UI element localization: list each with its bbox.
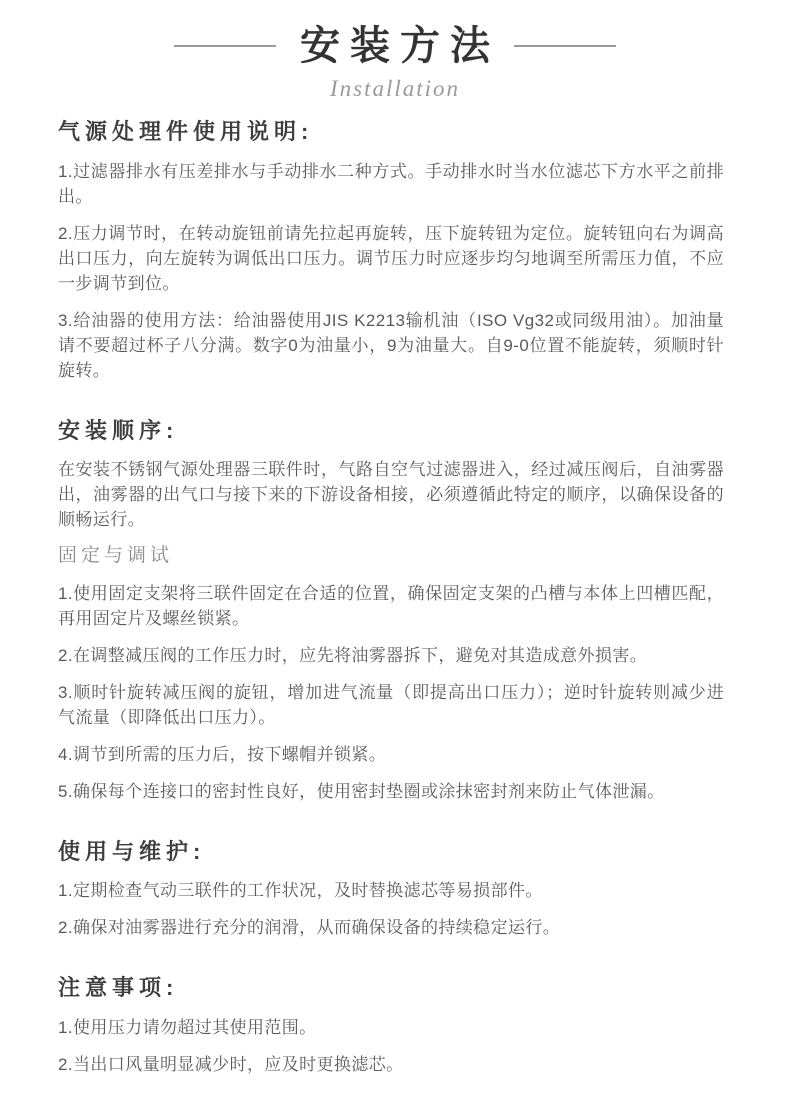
title-left-rule xyxy=(174,45,276,47)
page-title: 安装方法 xyxy=(300,24,500,68)
section-heading: 气源处理件使用说明: xyxy=(58,119,314,144)
instruction-item: 2.压力调节时，在转动旋钮前请先拉起再旋转，压下旋转钮为定位。旋转钮向右为调高出口压力，向左旋转为调低出口压力。调节压力时应逐步均匀地调至所需压力值，不应一步调节到位。 xyxy=(58,223,724,293)
section-use-maintenance xyxy=(58,838,724,941)
section-intro: 在安装不锈钢气源处理器三联件时，气路自空气过滤器进入，经过减压阀后，自油雾器出，油雾器的出气口与接下来的下游设备相接，必须遵循此特定的顺序，以确保设备的顺畅运行。 xyxy=(58,460,724,530)
instruction-item: 1.定期检查气动三联件的工作状况，及时替换滤芯等易损部件。 xyxy=(58,881,543,901)
section-heading: 注意事项: xyxy=(58,975,179,1001)
instruction-item: 5.确保每个连接口的密封性良好，使用密封垫圈或涂抹密封剂来防止气体泄漏。 xyxy=(58,781,665,801)
instruction-item: 4.调节到所需的压力后，按下螺帽并锁紧。 xyxy=(58,744,387,764)
section-subheading: 固定与调试 xyxy=(58,545,174,567)
content xyxy=(0,118,790,1107)
page-subtitle: Installation xyxy=(329,76,461,101)
section-heading: 安装顺序: xyxy=(58,417,179,443)
section-heading: 使用与维护: xyxy=(58,838,206,864)
instruction-item: 3.给油器的使用方法：给油器使用JIS K2213输机油（ISO Vg32或同级用油）。加油量请不要超过杯子八分满。数字0为油量小，9为油量大。自9-0位置不能旋转，须顺时针旋转。 xyxy=(58,310,724,380)
section-precautions xyxy=(58,974,724,1077)
instruction-item: 3.顺时针旋转减压阀的旋钮，增加进气流量（即提高出口压力）；逆时针旋转则减少进气流量（即降低出口压力）。 xyxy=(58,682,724,727)
instruction-item: 2.当出口风量明显减少时，应及时更换滤芯。 xyxy=(58,1055,404,1075)
instruction-item: 1.使用压力请勿超过其使用范围。 xyxy=(58,1018,317,1038)
instruction-item: 1.过滤器排水有压差排水与手动排水二种方式。手动排水时当水位滤芯下方水平之前排出。 xyxy=(58,161,724,206)
page-header xyxy=(0,22,790,102)
title-right-rule xyxy=(514,45,616,47)
instruction-item: 1.使用固定支架将三联件固定在合适的位置，确保固定支架的凸槽与本体上凹槽匹配，再用固定片及螺丝锁紧。 xyxy=(58,583,724,628)
instruction-item: 2.在调整减压阀的工作压力时，应先将油雾器拆下，避免对其造成意外损害。 xyxy=(58,645,648,665)
section-air-source-usage xyxy=(58,118,724,383)
section-install-order xyxy=(58,417,724,804)
instruction-item: 2.确保对油雾器进行充分的润滑，从而确保设备的持续稳定运行。 xyxy=(58,918,561,938)
title-row xyxy=(0,22,790,70)
